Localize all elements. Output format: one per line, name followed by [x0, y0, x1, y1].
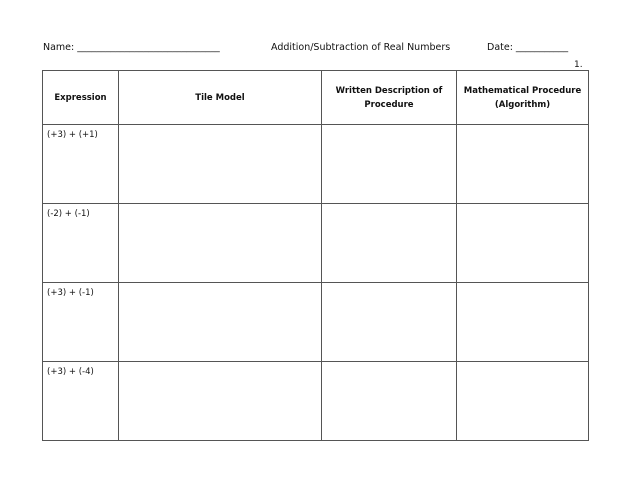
table-row — [43, 204, 589, 283]
tile-model-cell[interactable] — [119, 125, 322, 204]
table-row — [43, 283, 589, 362]
column-header-mathematical-procedure: Mathematical Procedure (Algorithm) — [457, 71, 589, 125]
algorithm-cell[interactable] — [457, 362, 589, 441]
name-field: Name: ______________________________ — [43, 42, 220, 53]
tile-model-cell[interactable] — [119, 362, 322, 441]
expression-cell: (+3) + (-1) — [43, 283, 119, 362]
table-header-row — [43, 71, 589, 125]
expression-cell: (-2) + (-1) — [43, 204, 119, 283]
worksheet-header — [43, 42, 588, 58]
expression-cell: (+3) + (-4) — [43, 362, 119, 441]
worksheet-table — [42, 70, 589, 441]
written-description-cell[interactable] — [322, 362, 457, 441]
date-field: Date: ___________ — [487, 42, 569, 53]
tile-model-cell[interactable] — [119, 204, 322, 283]
algorithm-cell[interactable] — [457, 204, 589, 283]
page-number: 1. — [574, 60, 583, 70]
column-header-written-description: Written Description of Procedure — [322, 71, 457, 125]
written-description-cell[interactable] — [322, 204, 457, 283]
column-header-tile-model: Tile Model — [119, 71, 322, 125]
column-header-expression: Expression — [43, 71, 119, 125]
algorithm-cell[interactable] — [457, 125, 589, 204]
written-description-cell[interactable] — [322, 125, 457, 204]
written-description-cell[interactable] — [322, 283, 457, 362]
expression-cell: (+3) + (+1) — [43, 125, 119, 204]
table-row — [43, 362, 589, 441]
algorithm-cell[interactable] — [457, 283, 589, 362]
table-row — [43, 125, 589, 204]
worksheet-title: Addition/Subtraction of Real Numbers — [271, 42, 451, 53]
tile-model-cell[interactable] — [119, 283, 322, 362]
